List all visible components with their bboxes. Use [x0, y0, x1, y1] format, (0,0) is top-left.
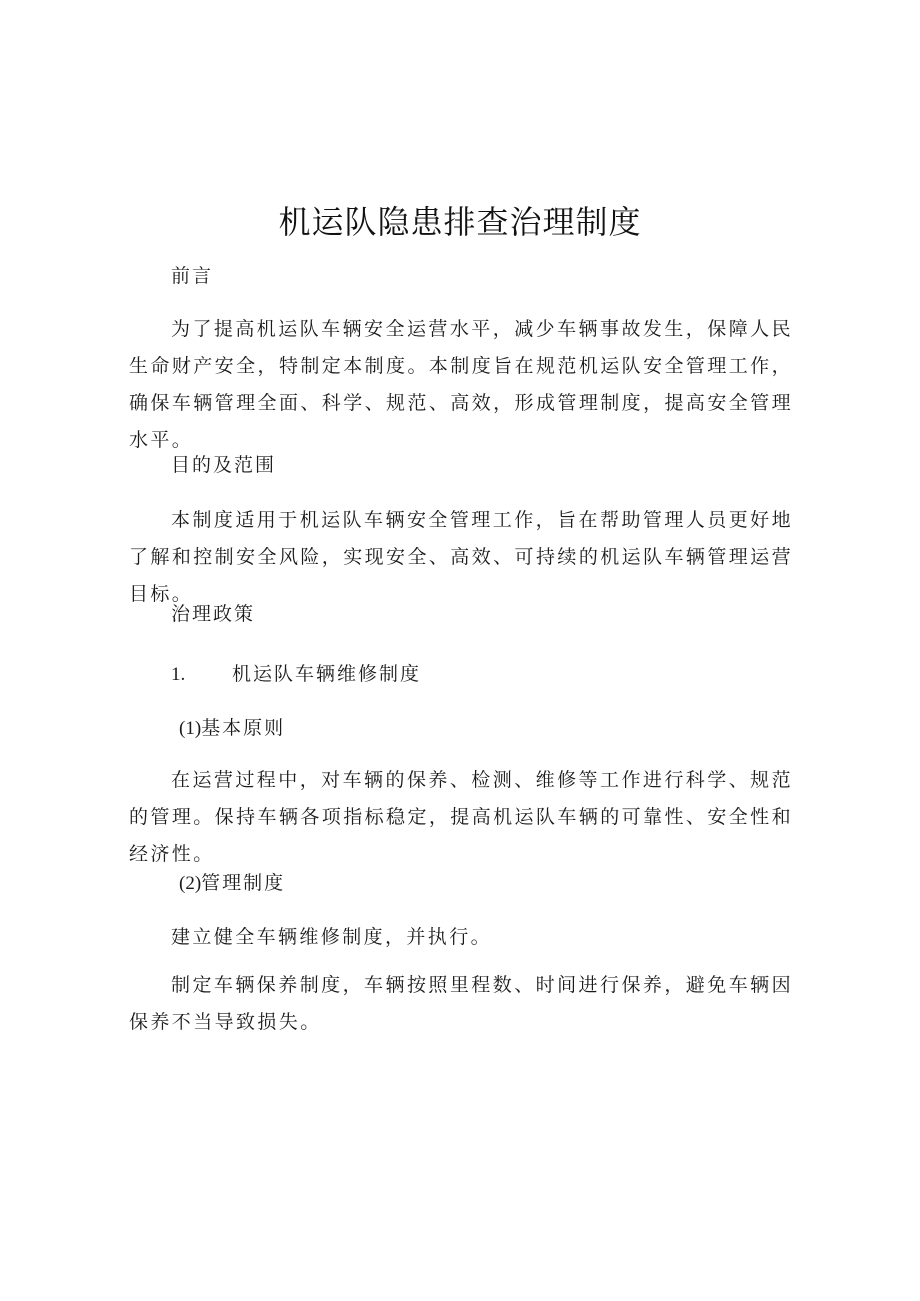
preface-paragraph: 为了提高机运队车辆安全运营水平，减少车辆事故发生，保障人民生命财产安全，特制定本制度。本制度旨在规范机运队安全管理工作，确保车辆管理全面、科学、规范、高效，形成管理制度，提高安全管理水平。	[129, 318, 793, 451]
list-item-number: 1.	[171, 664, 186, 685]
management-paragraph-2: 制定车辆保养制度，车辆按照里程数、时间进行保养，避免车辆因保养不当导致损失。	[129, 974, 793, 1033]
basic-principles-paragraph: 在运营过程中，对车辆的保养、检测、维修等工作进行科学、规范的管理。保持车辆各项指标稳定，提高机运队车辆的可靠性、安全性和经济性。	[129, 769, 793, 865]
list-item-text: 机运队车辆维修制度	[232, 663, 422, 685]
sub-heading-number: (1)	[179, 718, 202, 739]
management-paragraph-1: 建立健全车辆维修制度，并执行。	[171, 926, 493, 948]
policy-heading: 治理政策	[171, 603, 256, 625]
sub-heading-number: (2)	[179, 873, 202, 894]
scope-heading: 目的及范围	[171, 454, 277, 476]
sub-heading-text: 管理制度	[201, 872, 286, 894]
sub-heading-text: 基本原则	[201, 717, 286, 739]
sub-heading-basic-principles	[179, 710, 285, 747]
preface-heading: 前言	[171, 265, 214, 287]
scope-paragraph: 本制度适用于机运队车辆安全管理工作，旨在帮助管理人员更好地了解和控制安全风险，实现安全、高效、可持续的机运队车辆管理运营目标。	[129, 509, 793, 605]
sub-heading-management-system	[179, 865, 285, 902]
document-title: 机运队隐患排查治理制度	[278, 203, 642, 241]
